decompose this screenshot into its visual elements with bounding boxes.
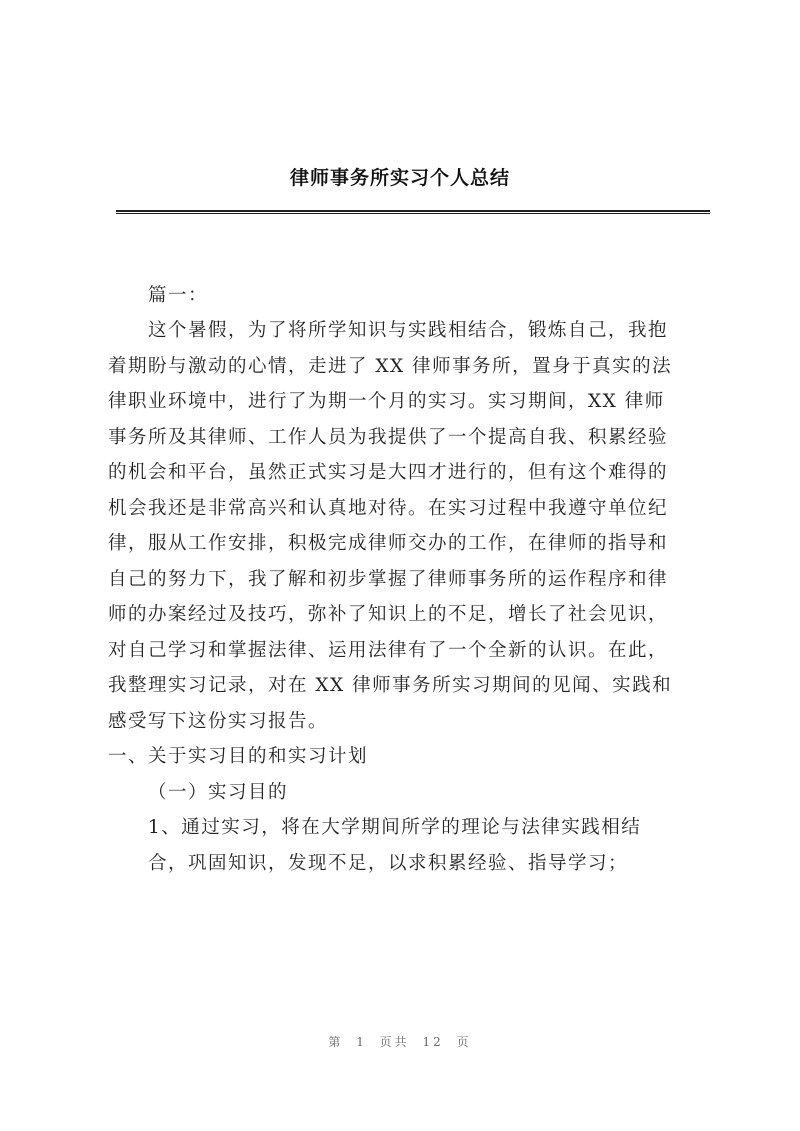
paragraph-line: 律职业环境中，进行了为期一个月的实习。实习期间，XX 律师 bbox=[108, 391, 665, 412]
paragraph-line: 律，服从工作安排，积极完成律师交办的工作，在律师的指导和 bbox=[108, 533, 669, 554]
paragraph-line: 师的办案经过及技巧，弥补了知识上的不足，增长了社会见识， bbox=[108, 604, 669, 625]
paragraph-line: 事务所及其律师、工作人员为我提供了一个提高自我、积累经验 bbox=[108, 427, 669, 448]
paragraph-line: 一、关于实习目的和实习计划 bbox=[108, 746, 369, 767]
paragraph-line: 的机会和平台，虽然正式实习是大四才进行的，但有这个难得的 bbox=[108, 462, 669, 483]
paragraph-line: 自己的努力下，我了解和初步掌握了律师事务所的运作程序和律 bbox=[108, 569, 669, 590]
subsection-heading: 1、通过实习，将在大学期间所学的理论与法律实践相结 bbox=[148, 817, 642, 838]
section-heading: （一）实习目的 bbox=[148, 782, 289, 803]
paragraph-line: 着期盼与激动的心情，走进了 XX 律师事务所，置身于真实的法 bbox=[108, 356, 673, 377]
paragraph-line: 对自己学习和掌握法律、运用法律有了一个全新的认识。在此， bbox=[108, 640, 669, 661]
title-underline bbox=[116, 210, 710, 214]
paragraph-line: 合，巩固知识，发现不足，以求积累经验、指导学习； bbox=[148, 853, 629, 874]
paragraph-line: 我整理实习记录，对在 XX 律师事务所实习期间的见闻、实践和 bbox=[108, 675, 673, 696]
document-title: 律师事务所实习个人总结 bbox=[289, 167, 510, 189]
page-number-footer: 第 1 页共 12 页 bbox=[328, 1035, 472, 1049]
paragraph-line: 感受写下这份实习报告。 bbox=[108, 711, 329, 732]
section-heading: 篇一： bbox=[148, 285, 209, 306]
paragraph-line: 机会我还是非常高兴和认真地对待。在实习过程中我遵守单位纪 bbox=[108, 498, 669, 519]
paragraph-line: 这个暑假，为了将所学知识与实践相结合，锻炼自己，我抱 bbox=[148, 320, 669, 341]
